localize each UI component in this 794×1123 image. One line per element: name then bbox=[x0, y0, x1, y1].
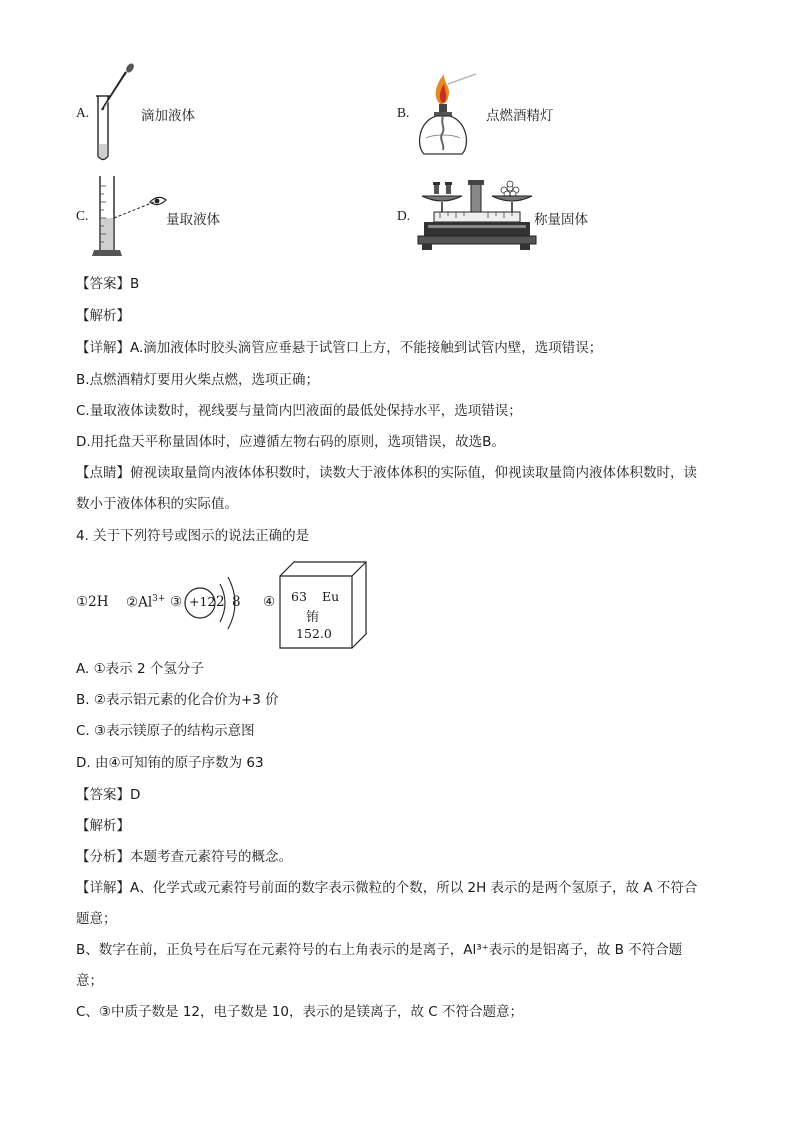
dropper-test-tube-icon bbox=[92, 60, 138, 164]
q4-option-c: C. ③表示镁原子的结构示意图 bbox=[76, 723, 255, 739]
symbol-1: ①2H bbox=[76, 594, 109, 610]
q4-detail-line: B、数字在前，正负号在后写在元素符号的右上角表示的是离子，Al³⁺表示的是铝离子，故 B 不符合题 bbox=[76, 942, 683, 958]
element-name: 铕 bbox=[306, 610, 320, 625]
q3-detail-line: 【详解】A.滴加液体时胶头滴管应垂悬于试管口上方，不能接触到试管内壁，选项错误； bbox=[76, 340, 603, 356]
q3-detail-line: B.点燃酒精灯要用火柴点燃，选项正确； bbox=[76, 372, 320, 388]
q3-detail-line: D.用托盘天平称量固体时，应遵循左物右码的原则，选项错误，故选B。 bbox=[76, 434, 505, 450]
symbol-3-label: ③ bbox=[170, 594, 183, 610]
q3-detail-line: C.量取液体读数时，视线要与量筒内凹液面的最低处保持水平，选项错误； bbox=[76, 403, 522, 419]
option-c-letter: C. bbox=[76, 208, 89, 223]
q3-analysis-label: 【解析】 bbox=[76, 308, 130, 324]
option-b-text: 点燃酒精灯 bbox=[486, 108, 554, 124]
q4-analysis-label: 【解析】 bbox=[76, 818, 130, 834]
symbol-2: $②Al^{3+}$ bbox=[126, 594, 166, 611]
shell-2-electrons: 8 bbox=[232, 594, 241, 610]
q4-fenxi: 【分析】本题考查元素符号的概念。 bbox=[76, 849, 292, 865]
nucleus-charge: +12 bbox=[189, 594, 216, 609]
element-atomic-number: 63 bbox=[291, 589, 307, 604]
element-symbol: Eu bbox=[322, 589, 340, 604]
shell-1-electrons: 2 bbox=[216, 594, 225, 610]
balance-scale-icon bbox=[414, 178, 532, 258]
q4-detail-line: 题意； bbox=[76, 911, 117, 927]
option-d-text: 称量固体 bbox=[534, 212, 588, 228]
q3-tip-line: 【点睛】俯视读取量筒内液体体积数时，读数大于液体体积的实际值，仰视读取量筒内液体体积数时，读 bbox=[76, 465, 697, 481]
symbol-4-label: ④ bbox=[263, 594, 276, 610]
q4-answer: 【答案】D bbox=[76, 787, 141, 803]
option-b-letter: B. bbox=[397, 105, 410, 120]
q3-tip-line: 数小于液体体积的实际值。 bbox=[76, 496, 238, 512]
q4-option-a: A. ①表示 2 个氢分子 bbox=[76, 661, 204, 677]
q4-stem: 4. 关于下列符号或图示的说法正确的是 bbox=[76, 528, 310, 544]
q3-answer: 【答案】B bbox=[76, 276, 140, 292]
q4-option-b: B. ②表示铝元素的化合价为+3 价 bbox=[76, 692, 279, 708]
graduated-cylinder-icon bbox=[92, 172, 172, 262]
option-d-letter: D. bbox=[397, 208, 411, 223]
q4-detail-line: 意； bbox=[76, 973, 103, 989]
q4-detail-line: C、③中质子数是 12，电子数是 10，表示的是镁离子，故 C 不符合题意； bbox=[76, 1004, 523, 1020]
q4-detail-line: 【详解】A、化学式或元素符号前面的数字表示微粒的个数，所以 2H 表示的是两个氢原子，故 A 不符合 bbox=[76, 880, 698, 896]
element-atomic-mass: 152.0 bbox=[296, 626, 332, 641]
option-a-letter: A. bbox=[76, 105, 90, 120]
option-a-text: 滴加液体 bbox=[141, 108, 195, 124]
option-c-text: 量取液体 bbox=[166, 212, 220, 228]
alcohol-lamp-icon bbox=[414, 68, 480, 160]
q4-option-d: D. 由④可知铕的原子序数为 63 bbox=[76, 755, 264, 771]
